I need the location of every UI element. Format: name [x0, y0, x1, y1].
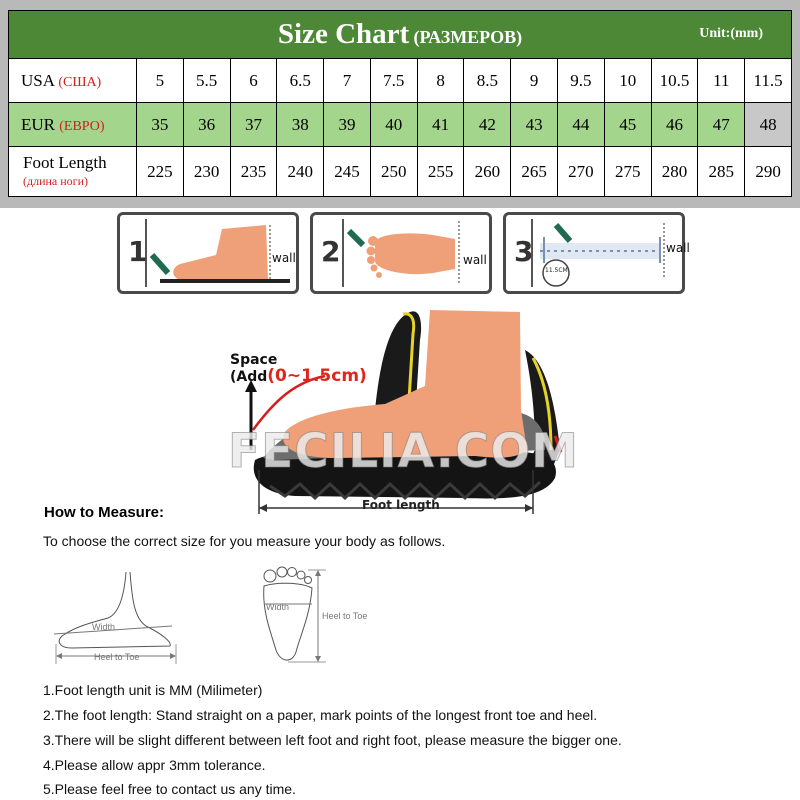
usa-size: 11 — [698, 59, 745, 103]
size-chart — [0, 0, 800, 208]
eur-size: 41 — [417, 103, 464, 147]
step-2-panel — [310, 212, 492, 294]
usa-label-russian: (США) — [58, 74, 102, 90]
top-foot-diagram — [240, 560, 390, 670]
foot-length-mm: 235 — [230, 147, 277, 197]
side-foot-diagram — [42, 568, 192, 668]
size-chart-table — [8, 10, 792, 197]
chart-title: Size Chart — [277, 18, 410, 50]
usa-row — [9, 59, 792, 103]
step-3-size-badge: 11.5CM — [545, 267, 568, 274]
foot-label: Foot Length — [23, 152, 107, 172]
usa-label-cell — [9, 59, 137, 103]
space-label: Space — [230, 352, 278, 368]
top-width-label: Width — [266, 602, 290, 612]
usa-size: 8 — [417, 59, 464, 103]
step-3-wall-label: wall — [666, 241, 690, 255]
eur-label-russian: (ЕВРО) — [59, 118, 105, 134]
eur-size: 48 — [745, 103, 792, 147]
eur-size: 47 — [698, 103, 745, 147]
usa-size: 7 — [324, 59, 371, 103]
eur-size: 45 — [604, 103, 651, 147]
shoe-cutaway-illustration — [215, 300, 585, 520]
step-1-panel — [117, 212, 299, 294]
add-prefix: (Add — [230, 369, 268, 385]
foot-length-mm: 280 — [651, 147, 698, 197]
usa-size: 9 — [511, 59, 558, 103]
eur-size: 35 — [137, 103, 184, 147]
eur-row — [9, 103, 792, 147]
foot-label-russian: (длина ноги) — [23, 173, 89, 188]
usa-size: 5.5 — [183, 59, 230, 103]
how-to-measure-intro: To choose the correct size for you measure your body as follows. — [43, 533, 446, 549]
usa-label: USA — [21, 70, 55, 90]
foot-length-mm: 265 — [511, 147, 558, 197]
foot-length-mm: 260 — [464, 147, 511, 197]
eur-size: 40 — [370, 103, 417, 147]
eur-size: 42 — [464, 103, 511, 147]
eur-size: 39 — [324, 103, 371, 147]
usa-size: 10 — [604, 59, 651, 103]
eur-label-cell — [9, 103, 137, 147]
add-space-label — [230, 366, 367, 386]
how-to-measure-title: How to Measure: — [44, 504, 165, 521]
note-1: 1.Foot length unit is MM (Milimeter) — [43, 682, 263, 698]
foot-length-mm: 240 — [277, 147, 324, 197]
foot-length-label: Foot length — [362, 498, 440, 512]
step-3-number: 3 — [514, 235, 534, 268]
top-heel-to-toe-label: Heel to Toe — [322, 611, 368, 621]
usa-size: 5 — [137, 59, 184, 103]
side-heel-to-toe-label: Heel to Toe — [94, 652, 140, 662]
note-3: 3.There will be slight different between left foot and right foot, please measure the bigger one. — [43, 732, 622, 748]
foot-length-mm: 270 — [558, 147, 605, 197]
step-1-wall-label: wall — [272, 251, 296, 265]
add-range: (0~1.5cm) — [267, 366, 367, 386]
foot-length-mm: 285 — [698, 147, 745, 197]
foot-length-mm: 255 — [417, 147, 464, 197]
foot-length-mm: 225 — [137, 147, 184, 197]
chart-title-cell — [9, 11, 792, 59]
foot-label-cell — [9, 147, 137, 197]
foot-length-mm: 275 — [604, 147, 651, 197]
note-4: 4.Please allow appr 3mm tolerance. — [43, 757, 266, 773]
note-2: 2.The foot length: Stand straight on a paper, mark points of the longest front toe and heel. — [43, 707, 598, 723]
eur-label: EUR — [21, 114, 55, 134]
usa-size: 10.5 — [651, 59, 698, 103]
step-2-number: 2 — [321, 235, 341, 268]
usa-size: 6.5 — [277, 59, 324, 103]
eur-size: 36 — [183, 103, 230, 147]
watermark: FECILIA.COM — [228, 424, 579, 479]
eur-size: 38 — [277, 103, 324, 147]
foot-length-mm: 290 — [745, 147, 792, 197]
note-5: 5.Please feel free to contact us any time. — [43, 781, 296, 797]
eur-size: 43 — [511, 103, 558, 147]
step-2-wall-label: wall — [463, 253, 487, 267]
usa-size: 11.5 — [745, 59, 792, 103]
foot-length-mm: 250 — [370, 147, 417, 197]
foot-length-mm: 245 — [324, 147, 371, 197]
usa-size: 9.5 — [558, 59, 605, 103]
usa-size: 7.5 — [370, 59, 417, 103]
eur-size: 46 — [651, 103, 698, 147]
foot-length-row — [9, 147, 792, 197]
step-3-panel — [503, 212, 690, 294]
usa-size: 8.5 — [464, 59, 511, 103]
step-1-number: 1 — [128, 235, 148, 268]
eur-size: 37 — [230, 103, 277, 147]
usa-size: 6 — [230, 59, 277, 103]
eur-size: 44 — [558, 103, 605, 147]
foot-length-mm: 230 — [183, 147, 230, 197]
chart-unit: Unit:(mm) — [699, 26, 763, 41]
chart-title-russian: (РАЗМЕРОВ) — [413, 27, 523, 47]
side-width-label: Width — [92, 622, 116, 632]
